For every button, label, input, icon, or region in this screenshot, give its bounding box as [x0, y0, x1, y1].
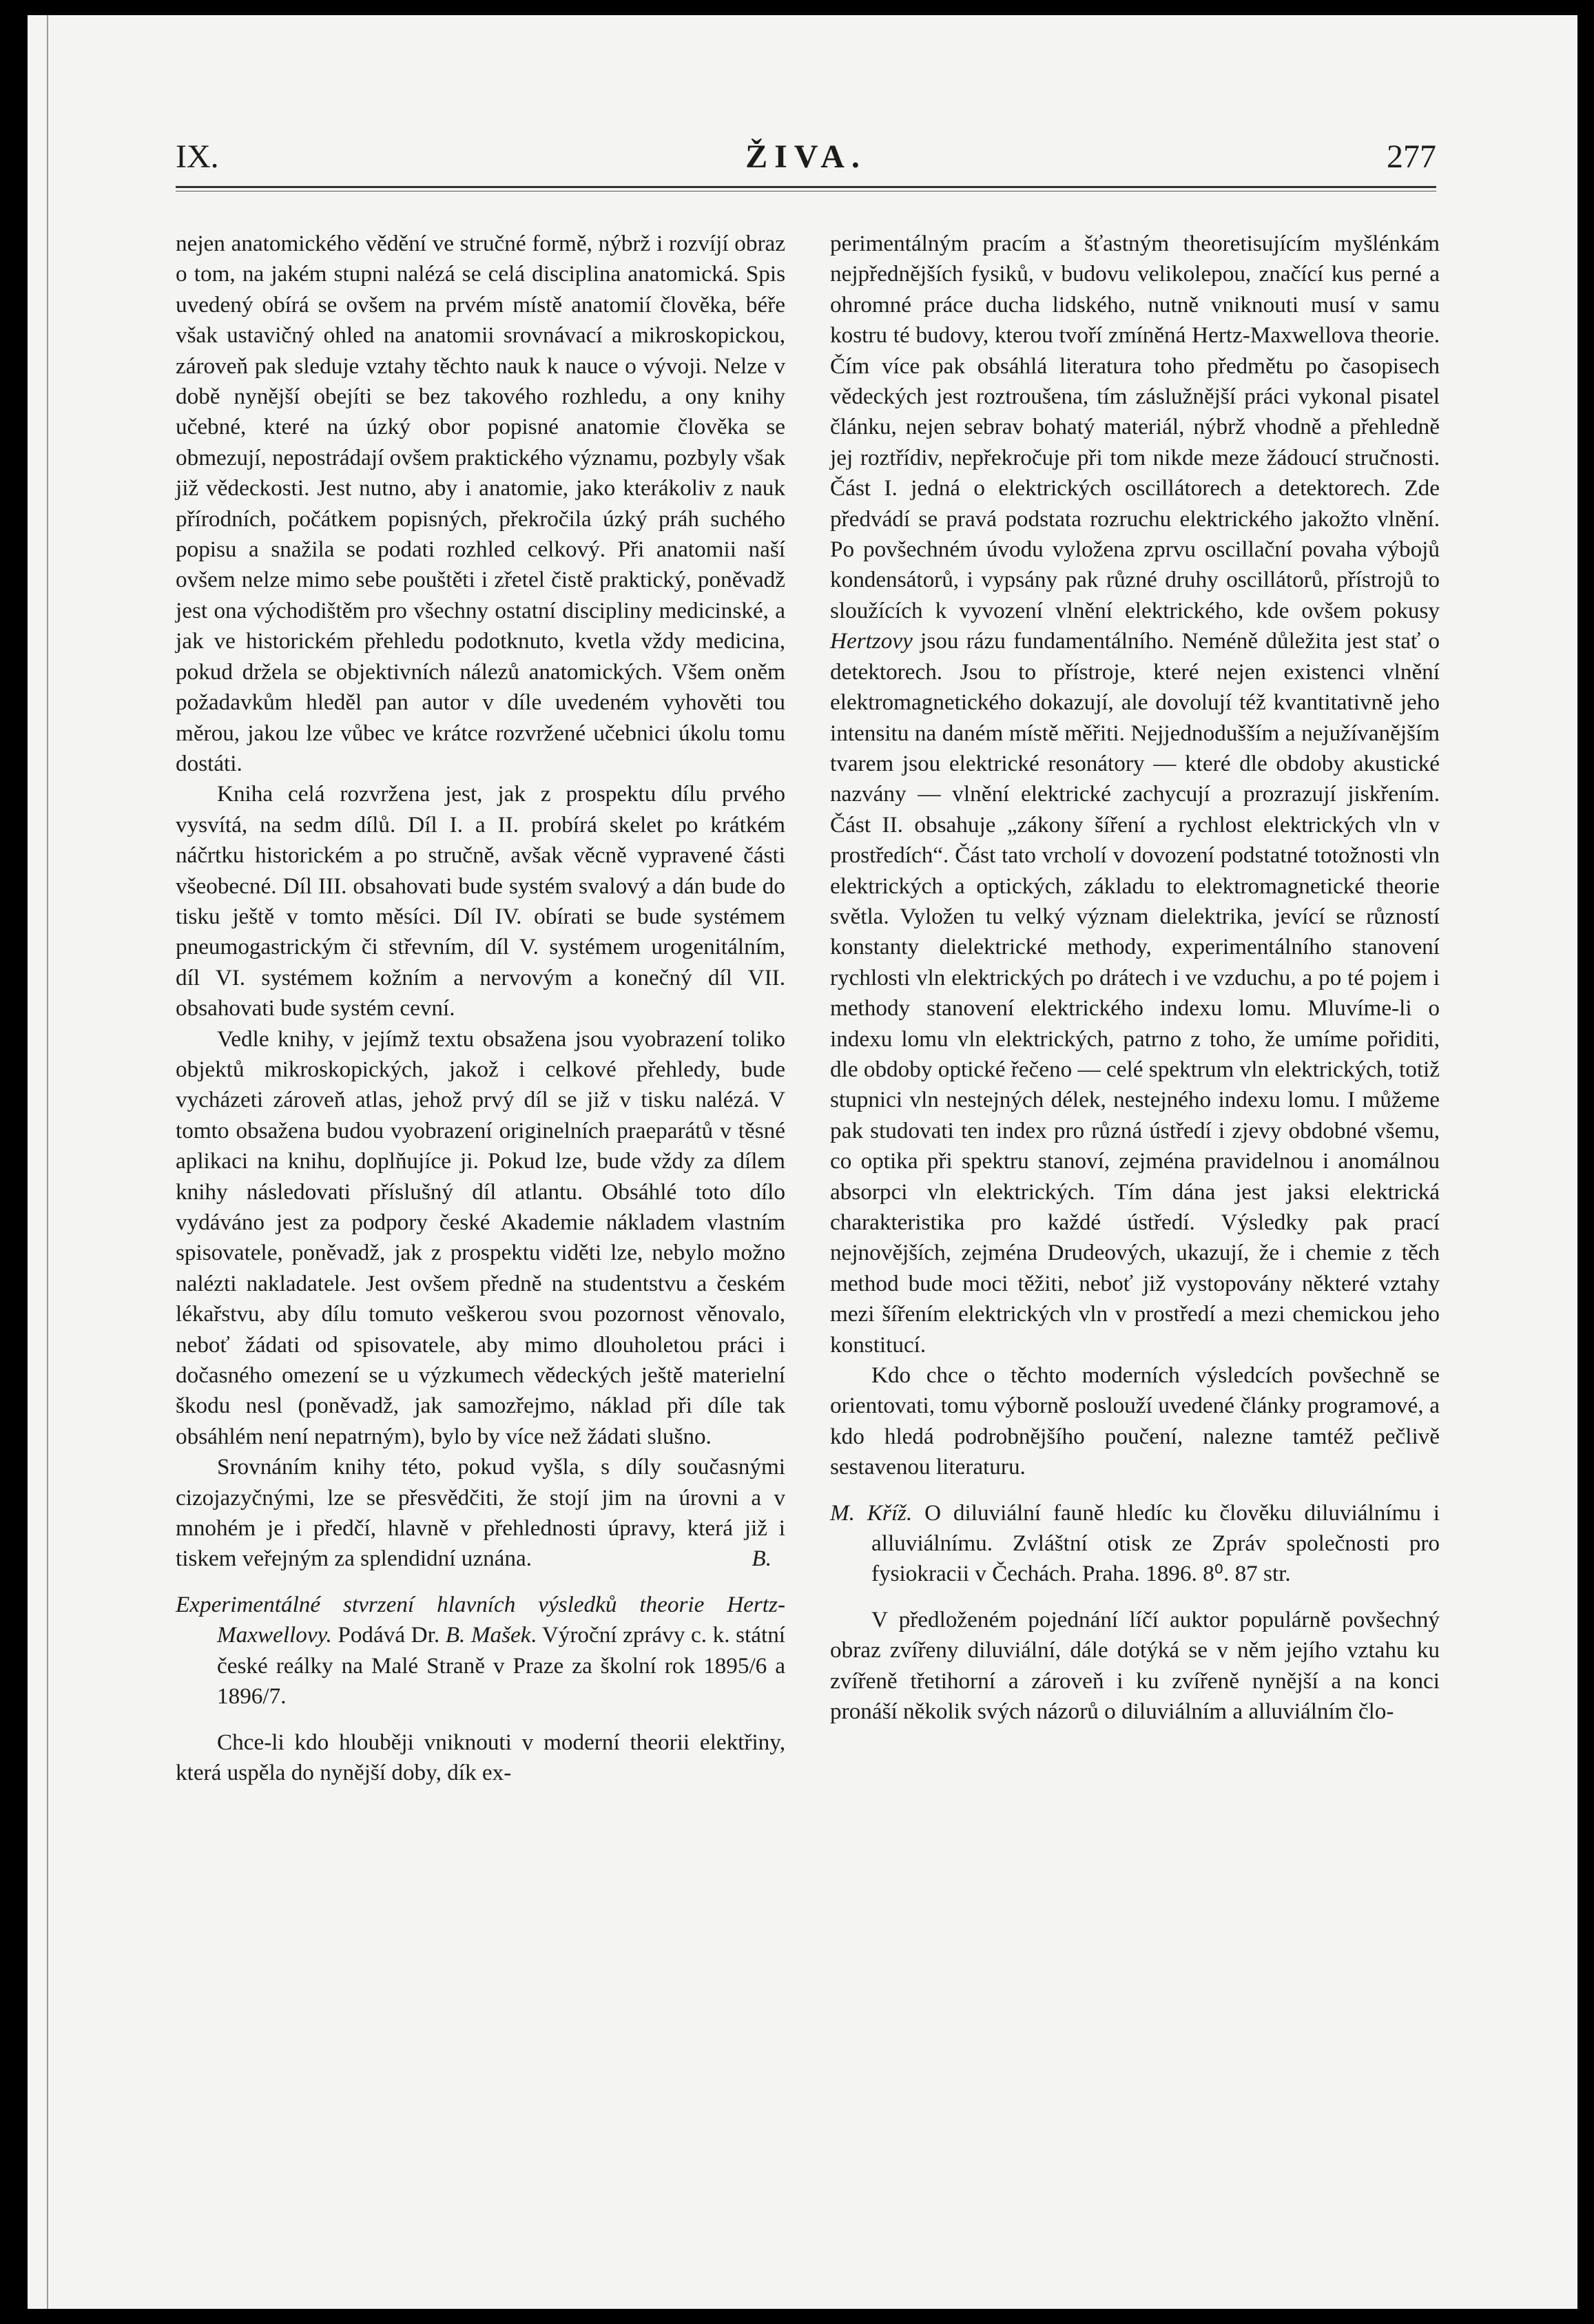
- header-rule: [176, 186, 1436, 191]
- entry-author: M. Kříž.: [830, 1500, 913, 1526]
- spacer: [176, 1575, 785, 1590]
- binding-edge-line: [47, 15, 48, 2309]
- scanned-page: [28, 15, 1577, 2309]
- paragraph: Vedle knihy, v jejímž textu obsažena jsou vyobrazení toliko objektů mikroskopických, jakož i celkové přehledy, bude vycházeti zároveň atlas, jehož prvý díl se již v tisku nalézá. V tomto obsažena budou vyobrazení originelních praeparátů v těsné aplikaci na knihu, doplňujíce ji. Pokud lze, bude vždy za dílem knihy následovati příslušný díl atlantu. Obsáhlé toto dílo vydáváno jest za podpory české Akademie nákladem vlastním spisovatele, poněvadž, jak z prospektu viděti lze, nebylo možno nalézti nakladatele. Jest ovšem předně na studentstvu a českém lékařstvu, aby dílu tomuto veškerou svou pozornost věnovalo, neboť žádati od spisovatele, aby mimo dlouholetou práci i dočasného omezení se u výzkumech vědeckých ještě materielní škodu nesl (poněvadž, jak samozřejmo, náklad při díle tak obsáhlém není nepatrným), bylo by více než žádati slušno.: [176, 1026, 785, 1449]
- paragraph-text: Srovnáním knihy této, pokud vyšla, s díly současnými cizojazyčnými, lze se přesvědčiti, že stojí jim na úrovni a v mnohém je i předčí, hlavně v přehlednosti úpravy, která již i tiskem veřejným za splendidní uznána.: [176, 1454, 785, 1572]
- spacer: [830, 1590, 1440, 1605]
- review-entry: [176, 1590, 785, 1712]
- spacer: [176, 1712, 785, 1728]
- paragraph: [176, 1452, 785, 1575]
- paragraph-text: perimentálným pracím a šťastným theoretisujícím myšlénkám nejpřednějších fysiků, v budovu velikolepou, značící kus perné a ohromné práce ducha lidského, nutně vniknouti musí v samu kostru té budovy, kterou tvoří zmíněná Hertz-Maxwellova theorie. Čím více pak obsáhlá literatura toho předmětu po časopisech vědeckých jest roztroušena, tím záslužnější práci vykonal pisatel článku, nejen sebrav bohatý materiál, nýbrž vhodně a přehledně jej roztřídiv, nepřekročuje při tom nikde meze žádoucí stručnosti. Část I. jedná o elektrických oscillátorech a detektorech. Zde předvádí se pravá podstata rozruchu elektrického jakožto vlnění. Po povšechném úvodu vyložena zprvu oscillační povaha výbojů kondensátorů, i vypsány pak různé druhy oscillátorů, přístrojů to sloužících k vyvození vlnění elektrického, kde ovšem pokusy: [830, 231, 1440, 623]
- left-column: [176, 229, 785, 1788]
- entry-text: . Výroční zprávy c. k. státní české reálky na Malé Straně v Praze za školní rok 1895/6 a 1896/7.: [217, 1622, 786, 1710]
- paragraph: Kniha celá rozvržena jest, jak z prospektu dílu prvého vysvítá, na sedm dílů. Díl I. a II. probírá skelet po krátkém náčrtku historickém a po stručně, avšak věcně vypravené části všeobecné. Díl III. obsahovati bude systém svalový a dán bude do tisku ještě v tomto měsíci. Díl IV. obírati se bude systémem pneumogastrickým či střevním, díl V. systémem urogenitálním, díl VI. systémem kožním a nervovým a konečný díl VII. obsahovati bude systém cevní.: [176, 781, 785, 1021]
- spacer: [830, 1483, 1440, 1498]
- running-header: [176, 132, 1436, 187]
- entry-text: O diluviální fauně hledíc ku člověku diluviálnímu i alluviálnímu. Zvláštní otisk ze Zpráv společnosti pro fysiokracii v Čechách. Praha. 1896. 8⁰. 87 str.: [871, 1500, 1440, 1587]
- paragraph-text: jsou rázu fundamentálního. Neméně důležita jest stať o detektorech. Jsou to přístroje, které nejen existenci vlnění elektromagnetického dokazují, ale dovolují též kvantitativně jeho intensitu na daném místě měřiti. Nejjednodušším a nejužívanějším tvarem jsou elektrické resonátory — které dle obdoby akustické nazvány — vlnění elektrické zachycují a prozrazují jiskřením. Část II. obsahuje „zákony šíření a rychlost elektrických vln v prostředích“. Část tato vrcholí v dovození podstatné totožnosti vln elektrických a optických, základu to elektromagnetické theorie světla. Vyložen tu velký význam dielektrika, jevící se růzností konstanty dielektrické methody, experimentálního stanovení rychlosti vln elektrických po drátech i ve vzduchu, a po té pojem i methody stanovení elektrického indexu lomu. Mluvíme-li o indexu lomu vln elektrických, patrno z toho, že umíme pořiditi, dle obdoby optické řečeno — celé spektrum vln elektrických, totiž stupnici vln nestejných délek, nestejného indexu lomu. I můžeme pak studovati ten index pro různá ústředí i zjevy obdobné všemu, co optika při spektru stanoví, zejména pravidelnou i anomálnou absorpci vln elektrických. Tím dána jest jaksi elektrická charakteristika pro každé ústředí. Výsledky pak prací nejnovějších, zejména Drudeových, ukazují, že i chemie z těch method bude moci těžiti, neboť již vystopovány některé vztahy mezi šířením elektrických vln v prostředí a mezi chemickou jeho konstitucí.: [830, 628, 1440, 1358]
- paragraph: [830, 229, 1440, 1360]
- right-column: [830, 229, 1440, 1728]
- entry-author: B. Mašek: [445, 1622, 531, 1648]
- paragraph: Chce-li kdo hlouběji vniknouti v moderní theorii elektřiny, která uspěla do nynější doby, dík ex-: [176, 1729, 785, 1785]
- paragraph: V předloženém pojednání líčí auktor populárně povšechný obraz zvířeny diluviální, dále dotýká se v něm jejího vztahu ku zvířeně třetihorní a zároveň i ku zvířeně nynější a na konci pronáší několik svých názorů o diluviálním a alluviálním člo-: [830, 1606, 1440, 1725]
- italic-name: Hertzovy: [830, 628, 913, 654]
- entry-title: Experimentálné stvrzení hlavních výsledků theorie Hertz-Maxwellovy.: [176, 1591, 785, 1648]
- paragraph: nejen anatomického vědění ve stručné formě, nýbrž i rozvíjí obraz o tom, na jakém stupni nalézá se celá disciplina anatomická. Spis uvedený obírá se ovšem na prvém místě anatomií člověka, béře však ustavičný ohled na anatomii srovnávací a mikroskopickou, zároveň pak sleduje vztahy těchto nauk k nauce o vývoji. Nelze v době nynější obejíti se bez takového rozhledu, a ony knihy učebné, které na úzký obor popisné anatomie člověka se obmezují, nepostrádají ovšem praktického významu, pozbyly však již vědeckosti. Jest nutno, aby i anatomie, jako kterákoliv z nauk přírodních, počátkem popisných, překročila úzký práh suchého popisu a snažila se podati rozhled celkový. Při anatomii naší ovšem nelze mimo sebe pouštěti i zřetel čistě praktický, poněvadž jest ona východištěm pro všechny ostatní discipliny medicinské, a jak ve historickém přehledu podotknuto, kvetla vždy medicina, pokud držela se objektivních nálezů anatomických. Všem oněm požadavkům hleděl pan autor v díle uvedeném vyhověti tou měrou, jakou lze vůbec ve krátce rozvržené učebnici úkolu tomu dostáti.: [176, 231, 785, 776]
- review-entry: [830, 1498, 1440, 1590]
- volume-number: IX.: [176, 138, 219, 175]
- paragraph: Kdo chce o těchto moderních výsledcích povšechně se orientovati, tomu výborně poslouží uvedené články programové, a kdo hledá podrobnějšího poučení, nalezne tamtéž pečlivě sestavenou literaturu.: [830, 1362, 1440, 1480]
- reviewer-signature: B.: [752, 1546, 772, 1572]
- page-number: 277: [1387, 138, 1436, 175]
- journal-title: ŽIVA.: [745, 138, 867, 175]
- entry-text: Podává Dr.: [331, 1622, 446, 1648]
